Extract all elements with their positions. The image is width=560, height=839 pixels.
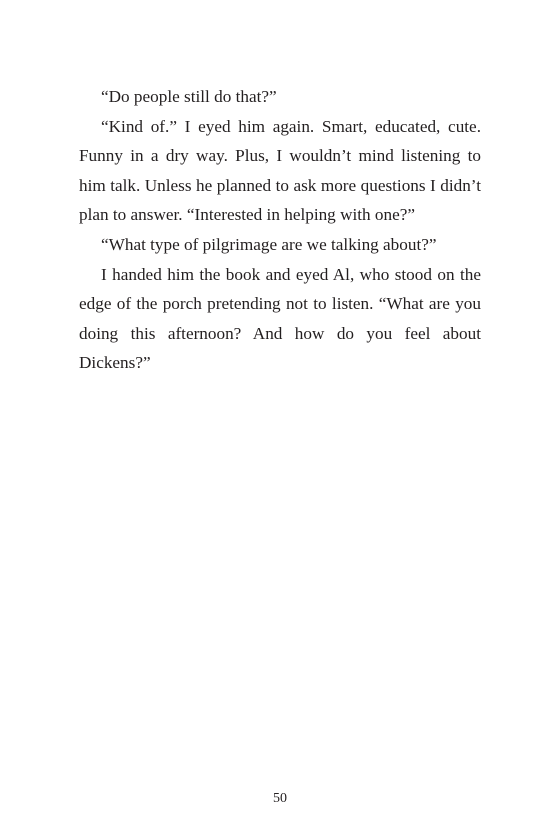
body-text [79, 82, 481, 378]
paragraph: “Kind of.” I eyed him again. Smart, educated, cute. Funny in a dry way. Plus, I wouldn’t mind listening to him talk. Unless he planned to ask more questions I didn’t plan to answer. “Interested in helping with one?” [79, 116, 481, 225]
page-number: 50 [273, 791, 287, 806]
paragraph: “What type of pilgrimage are we talking about?” [101, 234, 437, 254]
paragraph: “Do people still do that?” [101, 87, 277, 106]
paragraph: I handed him the book and eyed Al, who stood on the edge of the porch pretending not to listen. “What are you doing this afternoon? And how do you feel about Dickens?” [79, 264, 481, 373]
